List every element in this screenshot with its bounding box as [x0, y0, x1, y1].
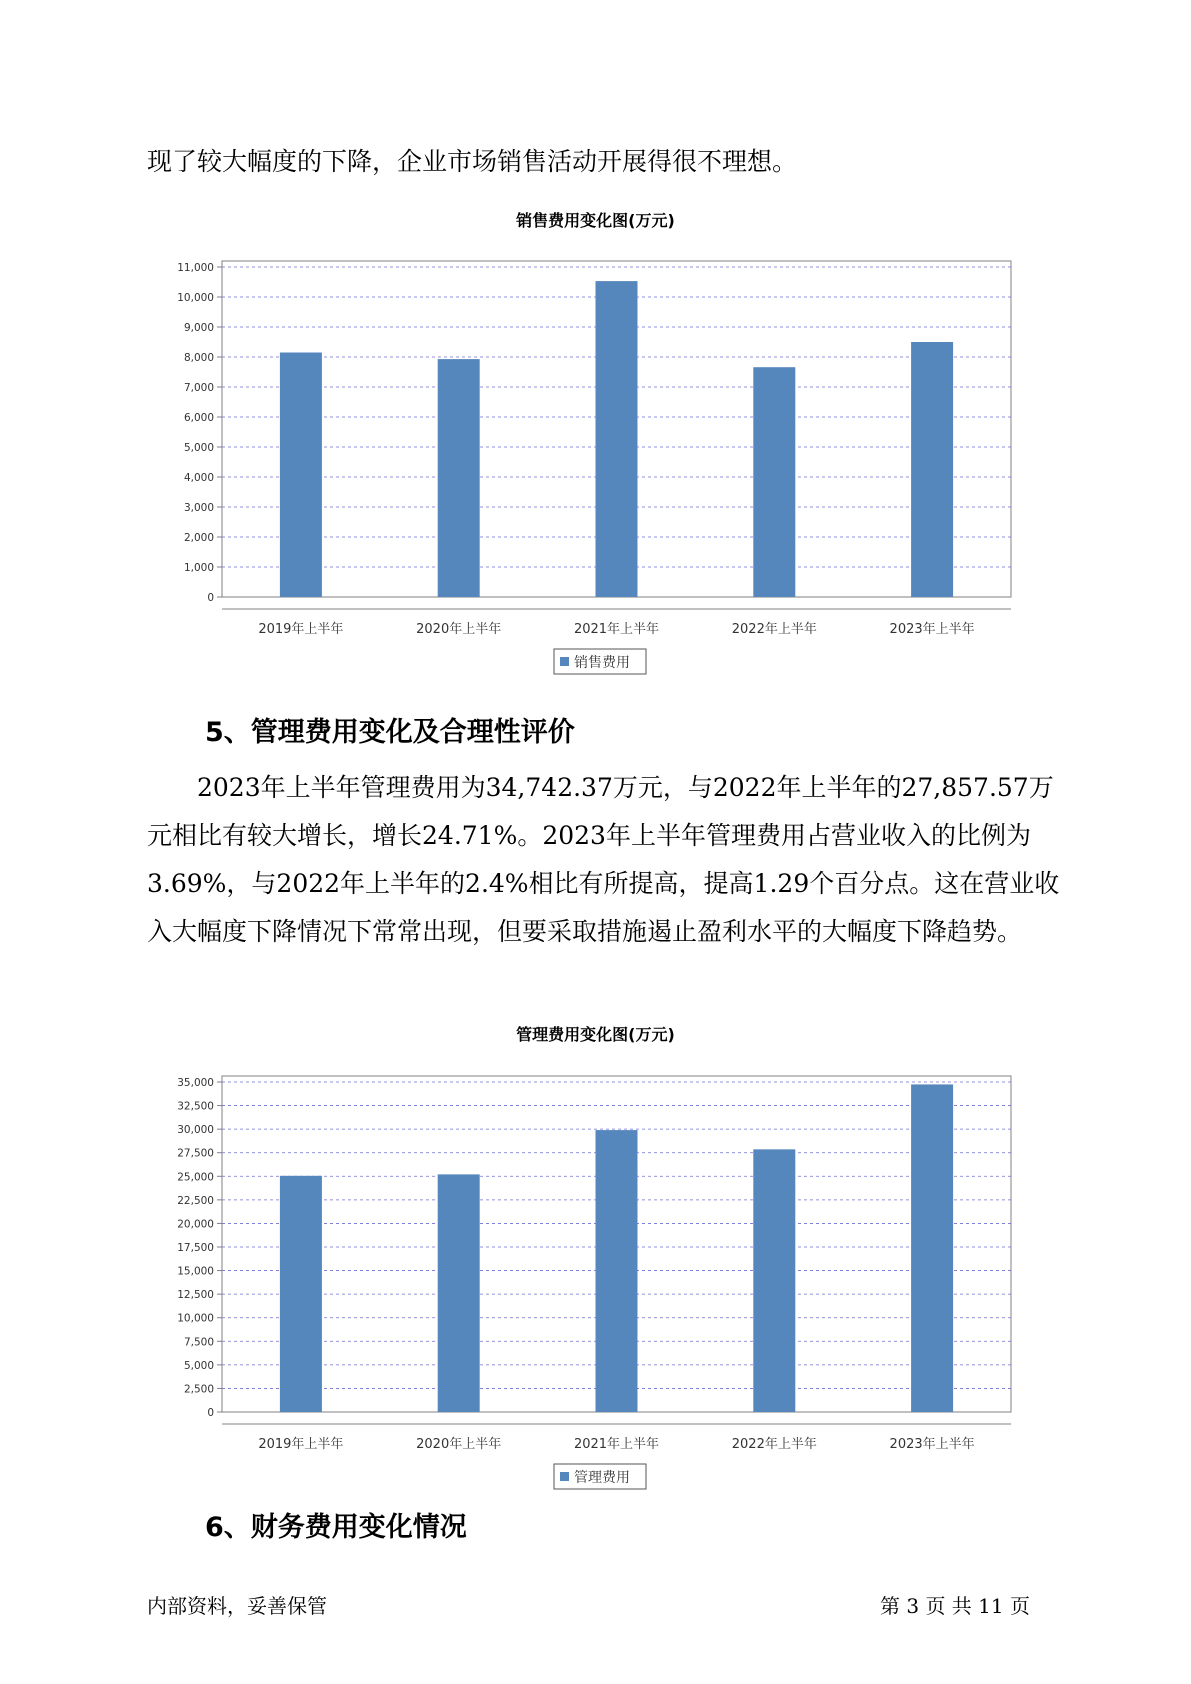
y-tick-label: 6,000	[183, 412, 214, 424]
bar	[753, 1149, 795, 1412]
y-tick-label: 12,500	[177, 1289, 214, 1302]
y-tick-label: 10,000	[177, 292, 214, 304]
x-tick-label: 2021年上半年	[573, 622, 660, 637]
y-tick-label: 25,000	[177, 1171, 214, 1184]
footer-confidential-note: 内部资料，妥善保管	[147, 1594, 327, 1618]
y-tick-label: 3,000	[183, 502, 214, 514]
legend-swatch	[560, 1472, 569, 1481]
bar	[438, 1174, 480, 1412]
y-tick-label: 2,000	[183, 532, 214, 544]
y-tick-label: 30,000	[177, 1124, 214, 1137]
y-tick-label: 8,000	[183, 352, 214, 364]
y-tick-label: 7,500	[183, 1336, 214, 1349]
heading-management-expense: 5、管理费用变化及合理性评价	[205, 717, 575, 748]
legend-label: 销售费用	[574, 655, 630, 671]
x-tick-label: 2019年上半年	[258, 1437, 344, 1452]
sales-chart-title: 销售费用变化图(万元)	[516, 211, 675, 230]
bar	[911, 1084, 953, 1412]
y-tick-label: 2,500	[183, 1383, 214, 1396]
y-tick-label: 5,000	[183, 1359, 214, 1372]
y-tick-label: 32,500	[177, 1100, 214, 1113]
bar	[438, 359, 480, 597]
footer-page-number: 第 3 页 共 11 页	[880, 1594, 1030, 1618]
bar	[280, 1176, 322, 1412]
bar	[280, 353, 322, 598]
x-tick-label: 2019年上半年	[258, 622, 344, 637]
x-tick-label: 2021年上半年	[573, 1437, 660, 1452]
y-tick-label: 9,000	[183, 322, 214, 334]
x-tick-label: 2023年上半年	[889, 1437, 975, 1452]
bar	[596, 281, 638, 597]
bar	[753, 367, 795, 597]
sales-expense-chart	[0, 235, 1191, 685]
y-tick-label: 15,000	[177, 1265, 214, 1278]
x-tick-label: 2020年上半年	[416, 1437, 502, 1452]
y-tick-label: 10,000	[177, 1312, 214, 1325]
heading-financial-expense: 6、财务费用变化情况	[205, 1512, 467, 1543]
y-tick-label: 22,500	[177, 1194, 214, 1207]
x-tick-label: 2023年上半年	[889, 622, 975, 637]
y-tick-label: 4,000	[183, 472, 214, 484]
y-tick-label: 0	[207, 1407, 214, 1419]
bar	[911, 342, 953, 597]
y-tick-label: 35,000	[177, 1077, 214, 1089]
legend-swatch	[560, 657, 569, 666]
legend	[554, 649, 646, 674]
y-tick-label: 5,000	[183, 442, 214, 454]
y-tick-label: 20,000	[177, 1218, 214, 1231]
intro-paragraph: 现了较大幅度的下降，企业市场销售活动开展得很不理想。	[147, 147, 798, 176]
x-tick-label: 2022年上半年	[731, 622, 817, 637]
management-expense-chart	[0, 1050, 1191, 1500]
y-tick-label: 1,000	[183, 562, 214, 574]
y-tick-label: 17,500	[177, 1242, 214, 1254]
x-tick-label: 2020年上半年	[416, 622, 502, 637]
y-tick-label: 7,000	[183, 382, 214, 394]
management-paragraph: 2023年上半年管理费用为34,742.37万元，与2022年上半年的27,857.57万元相比有较大增长，增长24.71%。2023年上半年管理费用占营业收入的比例为3.69%，与2022年上半年的2.4%相比有所提高，提高1.29个百分点。这在营业收入大幅度下降情况下常常出现，但要采取措施遏止盈利水平的大幅度下降趋势。	[147, 773, 1060, 946]
y-tick-label: 27,500	[177, 1147, 214, 1160]
x-tick-label: 2022年上半年	[731, 1437, 817, 1452]
legend-label: 管理费用	[574, 1470, 630, 1486]
management-chart-title: 管理费用变化图(万元)	[516, 1025, 675, 1044]
legend	[554, 1464, 646, 1489]
y-tick-label: 0	[207, 592, 214, 604]
y-tick-label: 11,000	[177, 262, 214, 274]
bar	[596, 1130, 638, 1412]
